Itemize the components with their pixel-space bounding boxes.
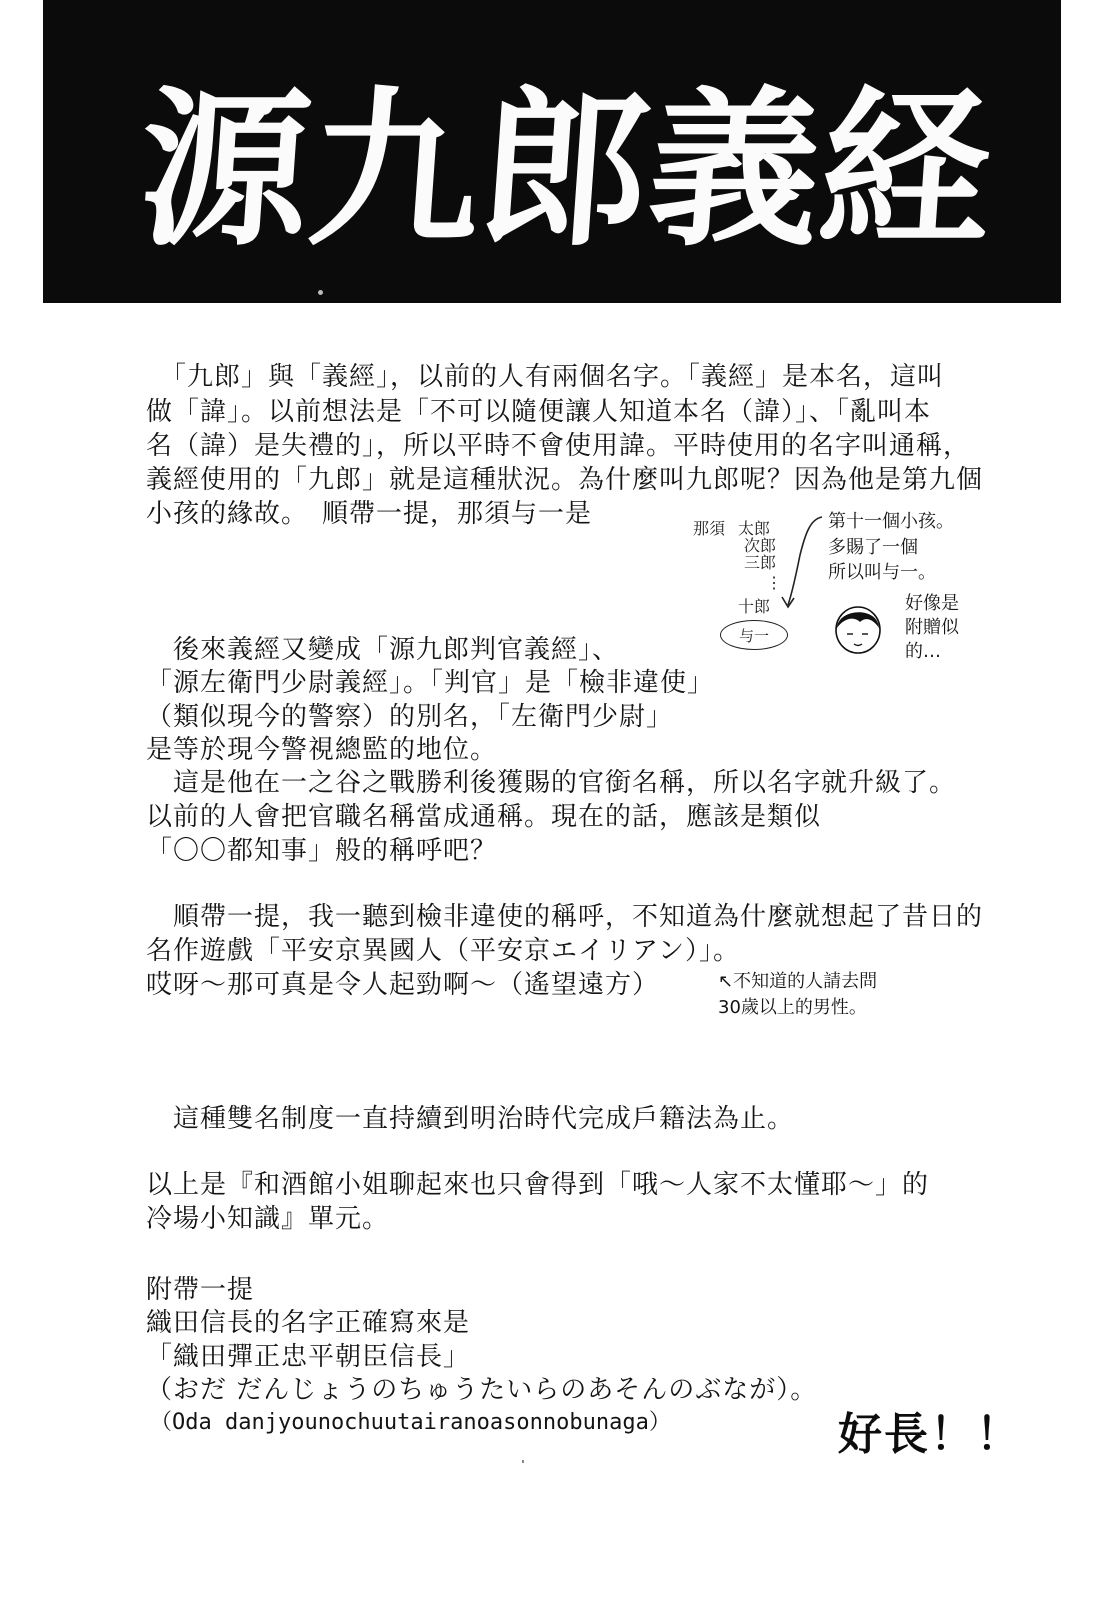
text-line: 是等於現今警視總監的地位。 — [146, 735, 498, 765]
title-char: 九 — [303, 70, 488, 270]
text-line: （類似現今的警察）的別名，「左衛門少尉」 — [146, 702, 674, 732]
text-line: 以前的人會把官職名稱當成通稱。現在的話，應該是類似 — [146, 802, 822, 832]
text-line: 做「諱」。以前想法是「不可以隨便讓人知道本名（諱）」、「亂叫本 — [146, 397, 932, 427]
side-note-line: 的… — [905, 641, 941, 662]
title-char: 郎 — [473, 70, 658, 270]
text-line: 以上是『和酒館小姐聊起來也只會得到「哦～人家不太懂耶～」的 — [146, 1170, 930, 1200]
romaji-line: （Oda danjyounochuutairanoasonnobunaga） — [150, 1410, 671, 1435]
text-line: 「九郎」與「義經」，以前的人有兩個名字。「義經」是本名，這叫 — [146, 362, 945, 392]
text-line: 「源左衛門少尉義經」。「判官」是「檢非違使」 — [146, 668, 715, 698]
title-char: 経 — [813, 70, 998, 270]
side-note-line: 30歲以上的男性。 — [718, 997, 867, 1018]
scan-speck — [318, 290, 323, 295]
text-line: （おだ だんじょうのちゅうたいらのあそんのぶなが）。 — [146, 1375, 818, 1405]
text-line: 附帶一提 — [146, 1275, 255, 1305]
banner-title — [133, 70, 998, 270]
text-line: 名作遊戲「平安京異國人（平安京エイリアン）」。 — [146, 936, 740, 966]
text-line: 義經使用的「九郎」就是這種狀況。為什麼叫九郎呢？因為他是第九個 — [146, 465, 984, 495]
diagram-label: 那須 — [693, 519, 726, 538]
text-line: 後來義經又變成「源九郎判官義經」、 — [146, 635, 620, 665]
text-line: 「織田彈正忠平朝臣信長」 — [146, 1342, 471, 1372]
text-line: 哎呀～那可真是令人起勁啊～（遙望遠方） — [146, 970, 660, 1000]
side-note-line: 好像是 — [905, 593, 959, 614]
text-line: 小孩的緣故。 順帶一提，那須与一是 — [146, 499, 593, 529]
side-note-line: 第十一個小孩。 — [828, 511, 954, 532]
text-line: 「〇〇都知事」般的稱呼吧？ — [146, 836, 498, 866]
diagram-son: 太郎 — [738, 519, 771, 538]
text-line: 這是他在一之谷之戰勝利後獲賜的官銜名稱，所以名字就升級了。 — [146, 768, 957, 798]
exclamation: 好長！！ — [838, 1409, 1022, 1460]
title-char: 義 — [643, 70, 828, 270]
scan-speck — [522, 1460, 524, 1463]
diagram-son: ⋮ — [766, 573, 782, 592]
circled-yoichi: 与一 — [720, 620, 788, 650]
side-note-line: ↖不知道的人請去問 — [718, 971, 878, 992]
chibi-face-icon — [832, 600, 884, 656]
diagram-son: 十郎 — [738, 597, 771, 616]
side-note-line: 多賜了一個 — [828, 537, 918, 558]
title-char: 源 — [133, 70, 318, 270]
diagram-son: 次郎 — [744, 536, 777, 555]
text-line: 順帶一提，我一聽到檢非違使的稱呼，不知道為什麼就想起了昔日的 — [146, 902, 984, 932]
text-line: 名（諱）是失禮的」，所以平時不會使用諱。平時使用的名字叫通稱， — [146, 431, 971, 461]
side-note-line: 所以叫与一。 — [828, 562, 936, 583]
curved-arrow-icon — [770, 505, 830, 615]
side-note-line: 附贈似 — [905, 617, 959, 638]
text-line: 冷場小知識』單元。 — [146, 1204, 390, 1234]
text-line: 這種雙名制度一直持續到明治時代完成戶籍法為止。 — [146, 1104, 795, 1134]
text-line: 織田信長的名字正確寫來是 — [146, 1308, 471, 1338]
diagram-son: 三郎 — [744, 553, 777, 572]
